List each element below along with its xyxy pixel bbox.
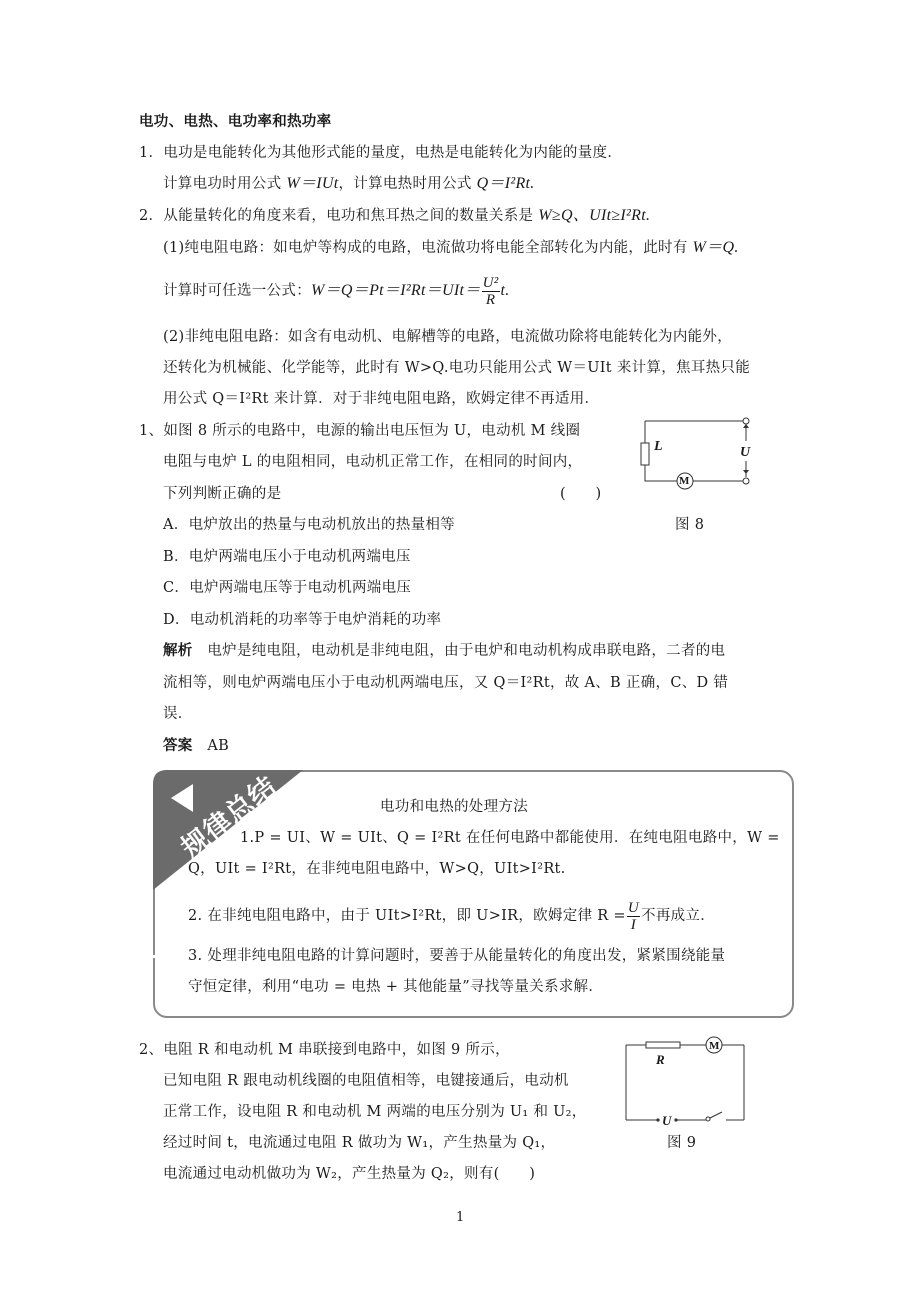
analysis-label: 解析: [163, 642, 193, 659]
fig9-label-U: U: [662, 1113, 672, 1128]
figure-9-circuit: [622, 1035, 752, 1125]
formula-w-eq-q: W＝Q.: [692, 239, 739, 256]
fraction-u-over-i: [627, 900, 640, 933]
figure-9-caption: 图 9: [667, 1135, 697, 1151]
point-2-sub-2-line-2: 还转化为机械能、化学能等，此时有 W>Q.电功只能用公式 W＝UIt 来计算，焦耳热只能: [163, 360, 751, 376]
answer-value: AB: [207, 738, 230, 754]
formula-relation: W≥Q、UIt≥I²Rt.: [538, 207, 651, 224]
fig9-label-M: M: [709, 1040, 720, 1052]
fig8-label-L: L: [654, 439, 663, 454]
point-2-line-1: [139, 206, 650, 226]
fig9-resistor-R: [646, 1042, 680, 1048]
sub-1-text-2: 计算时可任选一公式：: [163, 283, 311, 299]
question-1-option-d[interactable]: D．电动机消耗的功率等于电炉消耗的功率: [163, 612, 442, 628]
fraction-numerator: U: [627, 899, 640, 916]
summary-item-2: [188, 896, 715, 936]
point-1-text-b: ，计算电热时用公式: [338, 176, 477, 192]
summary-item-2-text-a: 2. 在非纯电阻电路中，由于 UIt>I²Rt，即 U>IR，欧姆定律 R =: [188, 908, 626, 924]
question-1-option-b[interactable]: B．电炉两端电压小于电动机两端电压: [163, 549, 411, 565]
question-2-line-2: 已知电阻 R 跟电动机线圈的电阻值相等，电键接通后，电动机: [163, 1073, 569, 1089]
point-1-line-2: [163, 174, 535, 194]
question-2-line-4: 经过时间 t，电流通过电阻 R 做功为 W₁，产生热量为 Q₁，: [163, 1135, 556, 1151]
question-1-option-a[interactable]: A．电炉放出的热量与电动机放出的热量相等: [163, 517, 455, 533]
point-2-sub-1-line-2: [163, 268, 510, 314]
formula-electric-work: W＝IUt: [286, 175, 339, 192]
point-2-sub-1-line-1: [163, 238, 739, 258]
answer-label: 答案: [163, 737, 193, 754]
question-2-line-1: 2、电阻 R 和电动机 M 串联接到电路中，如图 9 所示，: [139, 1042, 510, 1058]
analysis-text-1: 电炉是纯电阻，电动机是非纯电阻，由于电炉和电动机构成串联电路，二者的电: [207, 643, 726, 659]
question-2-line-5: 电流通过电动机做功为 W₂，产生热量为 Q₂，则有( ): [163, 1166, 536, 1182]
fraction-numerator: U²: [482, 274, 499, 291]
summary-item-3-line-1: 3. 处理非纯电阻电路的计算问题时，要善于从能量转化的角度出发，紧紧围绕能量: [188, 948, 726, 964]
question-1-line-3: 下列判断正确的是: [163, 486, 282, 502]
fig9-switch-blade: [710, 1112, 722, 1118]
analysis-line-3: 误．: [163, 706, 193, 722]
sub-1-text: (1)纯电阻电路：如电炉等构成的电路，电流做功将电能全部转化为内能，此时有: [163, 240, 693, 256]
formula-end: t.: [500, 282, 510, 299]
question-1-line-1: 1、如图 8 所示的电路中，电源的输出电压恒为 U，电动机 M 线圈: [139, 423, 581, 439]
point-1-line-1: 1．电功是电能转化为其他形式能的量度，电热是电能转化为内能的量度．: [139, 145, 623, 161]
summary-item-2-text-b: 不再成立．: [641, 908, 716, 924]
point-2-sub-2-line-1: (2)非纯电阻电路：如含有电动机、电解槽等的电路，电流做功除将电能转化为内能外，: [163, 329, 733, 345]
tag-bar-notch: [153, 955, 167, 958]
formula-chain: W＝Q＝Pt＝I²Rt＝UIt＝: [311, 282, 481, 299]
analysis-line-1: [163, 641, 725, 661]
formula-electric-heat: Q＝I²Rt.: [476, 175, 535, 192]
fraction-denominator: R: [485, 291, 496, 308]
summary-item-1-line-1: 1.P = UI、W = UIt、Q = I²Rt 在任何电路中都能使用．在纯电阻电路中，W =: [240, 830, 780, 846]
page-number: 1: [456, 1210, 465, 1225]
fig8-label-U: U: [740, 445, 751, 460]
figure-8-caption: 图 8: [675, 517, 705, 533]
section-title: 电功、电热、电功率和热功率: [139, 113, 332, 130]
question-2-line-3: 正常工作，设电阻 R 和电动机 M 两端的电压分别为 U₁ 和 U₂，: [163, 1104, 587, 1120]
fraction-u2-over-r: [482, 275, 500, 308]
fig8-label-M: M: [679, 475, 690, 487]
fraction-denominator: I: [630, 916, 637, 933]
summary-item-3-line-2: 守恒定律，利用“电功 = 电热 + 其他能量”寻找等量关系求解．: [188, 979, 604, 995]
point-2-sub-2-line-3: 用公式 Q＝I²Rt 来计算．对于非纯电阻电路，欧姆定律不再适用．: [163, 391, 600, 407]
point-1-text-a: 计算电功时用公式: [163, 176, 287, 192]
fig8-terminal-top: [743, 418, 749, 424]
question-1-answer-bracket: ( ): [560, 486, 602, 502]
fig9-label-R: R: [656, 1052, 665, 1067]
point-2-text: 2．从能量转化的角度来看，电功和焦耳热之间的数量关系是: [139, 208, 539, 224]
summary-title: 电功和电热的处理方法: [380, 799, 528, 815]
question-1-line-2: 电阻与电炉 L 的电阻相同，电动机正常工作，在相同的时间内，: [163, 454, 583, 470]
fig8-terminal-bottom: [743, 478, 749, 484]
fig9-switch-pivot: [706, 1117, 710, 1121]
summary-tag-label: 规律总结: [175, 770, 284, 865]
fig8-resistor-L: [641, 443, 649, 465]
summary-item-1-line-2: Q，UIt = I²Rt，在非纯电阻电路中，W>Q，UIt>I²Rt.: [188, 861, 566, 877]
question-1-option-c[interactable]: C．电炉两端电压等于电动机两端电压: [163, 580, 412, 596]
analysis-line-2: 流相等，则电炉两端电压小于电动机两端电压，又 Q＝I²Rt，故 A、B 正确，C、D 错: [163, 675, 729, 691]
